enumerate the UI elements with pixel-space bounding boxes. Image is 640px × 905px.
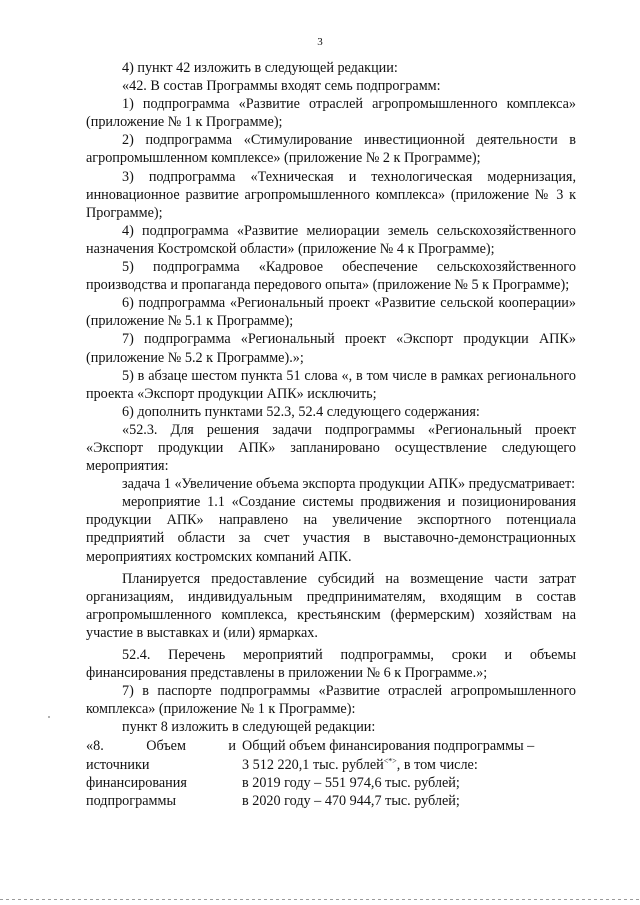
page-number: 3: [317, 36, 323, 48]
value-line: [242, 756, 576, 774]
paragraph: Планируется предоставление субсидий на возмещение части затрат организациям, индивидуальным предпринимателям, входящим в состав агропромышленного комплекса, крестьянским (фермерским) хозяйствам на участие в выставках и (или) ярмарках.: [86, 570, 576, 641]
paragraph: 1) подпрограмма «Развитие отраслей агропромышленного комплекса» (приложение № 1 к Программе);: [86, 96, 576, 131]
total-amount: 3 512 220,1 тыс. рублей: [242, 756, 384, 773]
financing-label-cell: [86, 737, 236, 809]
paragraph: 3) подпрограмма «Техническая и технологическая модернизация, инновационное развитие агропромышленного комплекса» (приложение № 3 к Программе);: [86, 168, 576, 221]
value-line: Общий объем финансирования подпрограммы –: [242, 738, 535, 755]
scan-artifact-line: [0, 899, 640, 900]
label-line: источники: [86, 756, 150, 773]
paragraph: мероприятие 1.1 «Создание системы продвижения и позиционирования продукции АПК» направлено на увеличение экспортного потенциала предприятий области за счет участия в выставочно-демонстрационных мероприятиях костромских компаний АПК.: [86, 494, 576, 565]
scan-speck: [48, 716, 50, 718]
paragraph: 52.4. Перечень мероприятий подпрограммы, сроки и объемы финансирования представлены в приложении № 6 к Программе.»;: [86, 647, 576, 682]
label-line: подпрограммы: [86, 792, 176, 809]
paragraph: 7) в паспорте подпрограммы «Развитие отраслей агропромышленного комплекса» (приложение № 1 к Программе):: [86, 683, 576, 718]
paragraph: 7) подпрограмма «Региональный проект «Экспорт продукции АПК» (приложение № 5.2 к Программе).»;: [86, 331, 576, 366]
label-line: финансирования: [86, 774, 187, 791]
document-body: [86, 59, 576, 810]
paragraph: 6) подпрограмма «Региональный проект «Развитие сельской кооперации» (приложение № 5.1 к Программе);: [86, 295, 576, 330]
paragraph: 4) подпрограмма «Развитие мелиорации земель сельскохозяйственного назначения Костромской области» (приложение № 4 к Программе);: [86, 222, 576, 257]
paragraph: пункт 8 изложить в следующей редакции:: [122, 719, 376, 736]
value-text: , в том числе:: [396, 756, 478, 773]
paragraph: «52.3. Для решения задачи подпрограммы «Региональный проект «Экспорт продукции АПК» запланировано осуществление следующего мероприятия:: [86, 421, 576, 475]
footnote-mark: <*>: [383, 755, 397, 765]
financing-label-line: [86, 737, 236, 755]
paragraph: задача 1 «Увеличение объема экспорта продукции АПК» предусматривает:: [122, 476, 576, 493]
financing-table: [86, 737, 576, 809]
paragraph: 5) подпрограмма «Кадровое обеспечение сельскохозяйственного производства и пропаганда передового опыта» (приложение № 5 к Программе);: [86, 259, 576, 294]
value-line: в 2020 году – 470 944,7 тыс. рублей;: [242, 792, 460, 809]
paragraph: 4) пункт 42 изложить в следующей редакции:: [122, 60, 398, 76]
label-word: и: [228, 738, 236, 755]
paragraph: «42. В состав Программы входят семь подпрограмм:: [122, 78, 441, 95]
paragraph: 6) дополнить пунктами 52.3, 52.4 следующего содержания:: [122, 403, 480, 420]
label-word: Объем: [146, 738, 186, 755]
financing-value-cell: [242, 737, 576, 809]
value-line: в 2019 году – 551 974,6 тыс. рублей;: [242, 774, 460, 791]
paragraph: 2) подпрограмма «Стимулирование инвестиционной деятельности в агропромышленном комплексе» (приложение № 2 к Программе);: [86, 132, 576, 167]
paragraph: 5) в абзаце шестом пункта 51 слова «, в том числе в рамках регионального проекта «Экспорт продукции АПК» исключить;: [86, 367, 576, 402]
row-number: «8.: [86, 738, 104, 755]
